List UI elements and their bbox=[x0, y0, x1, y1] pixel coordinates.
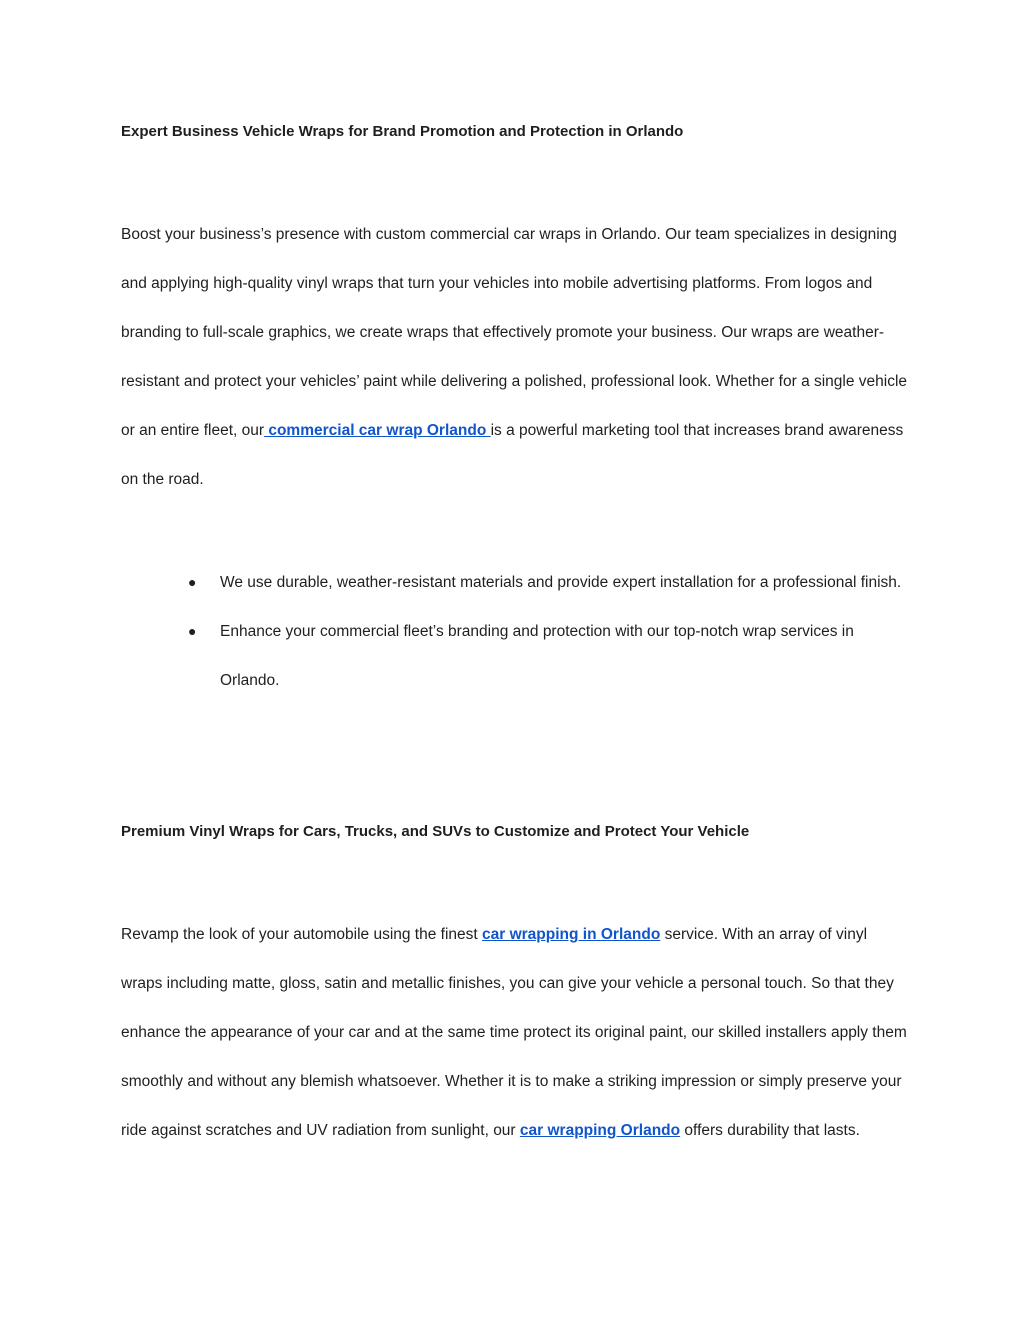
list-item bbox=[186, 607, 906, 705]
section-heading-vinyl-wraps: Premium Vinyl Wraps for Cars, Trucks, and SUVs to Customize and Protect Your Vehicle bbox=[121, 823, 750, 840]
bullet-text: We use durable, weather-resistant materials and provide expert installation for a professional finish. bbox=[220, 574, 902, 591]
paragraph-business-wraps bbox=[121, 210, 911, 504]
paragraph-vinyl-wraps bbox=[121, 910, 911, 1155]
bullet-list bbox=[186, 558, 906, 705]
bullet-icon: ● bbox=[188, 574, 197, 590]
paragraph-text: Boost your business’s presence with custom commercial car wraps in Orlando. Our team specializes in designing and applying high-quality vinyl wraps that turn your vehicles into mobile advertising platforms. From logos and branding to full-scale graphics, we create wraps that effectively promote your business. Our wraps are weather-resistant and protect your vehicles’ paint while delivering a polished, professional look. Whether for a single vehicle or an entire fleet, our bbox=[121, 226, 908, 439]
section-heading-business-wraps: Expert Business Vehicle Wraps for Brand Promotion and Protection in Orlando bbox=[121, 123, 684, 140]
paragraph-text: offers durability that lasts. bbox=[680, 1122, 860, 1139]
car-wrapping-in-orlando-link[interactable]: car wrapping in Orlando bbox=[482, 926, 661, 943]
paragraph-text: is a powerful marketing tool that increases brand awareness on the road. bbox=[121, 422, 904, 488]
commercial-car-wrap-link[interactable]: commercial car wrap Orlando bbox=[264, 422, 491, 439]
list-item bbox=[186, 558, 906, 607]
bullet-text: Enhance your commercial fleet’s branding and protection with our top-notch wrap services in Orlando. bbox=[220, 623, 854, 689]
bullet-icon: ● bbox=[188, 623, 197, 639]
car-wrapping-orlando-link[interactable]: car wrapping Orlando bbox=[519, 1122, 681, 1139]
paragraph-text: Revamp the look of your automobile using the finest bbox=[121, 926, 483, 943]
paragraph-text: service. With an array of vinyl wraps including matte, gloss, satin and metallic finishes, you can give your vehicle a personal touch. So that they enhance the appearance of your car and at the same time protect its original paint, our skilled installers apply them smoothly and without any blemish whatsoever. Whether it is to make a striking impression or simply preserve your ride against scratches and UV radiation from sunlight, our bbox=[121, 926, 907, 1139]
